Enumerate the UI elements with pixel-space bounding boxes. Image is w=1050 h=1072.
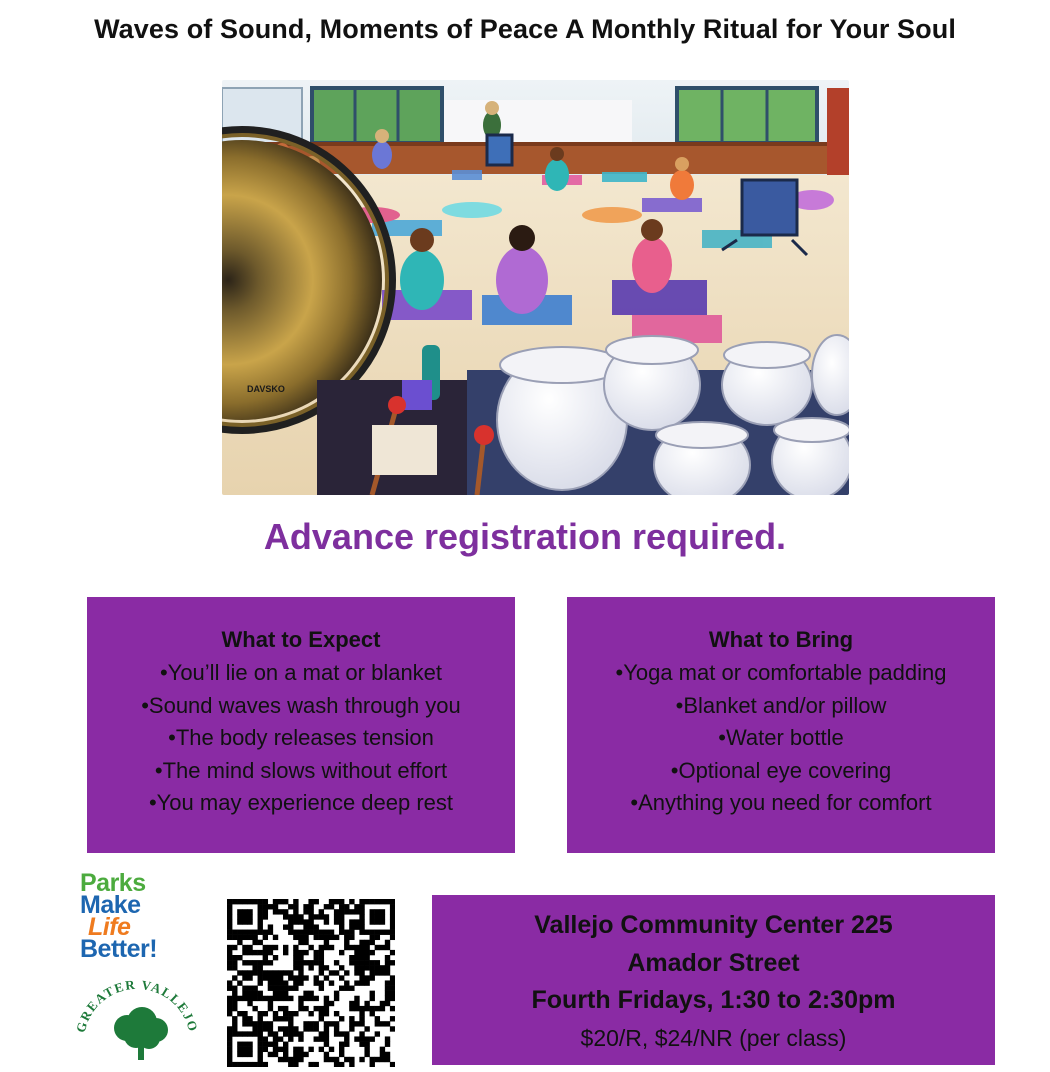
registration-notice: Advance registration required.: [263, 516, 787, 557]
logo-word: Parks: [80, 869, 146, 897]
venue-schedule: Fourth Fridays, 1:30 to 2:30pm: [531, 986, 896, 1014]
event-headline: Waves of Sound, Moments of Peace A Monthly Ritual for Your Soul: [94, 14, 956, 44]
greater-vallejo-text: GREATER VALLEJO: [72, 980, 202, 1035]
sound-bath-illustration: [222, 80, 849, 495]
list-item: • The mind slows without effort: [87, 755, 515, 788]
what-to-bring-title: What to Bring: [708, 627, 854, 652]
what-to-expect-title: What to Expect: [221, 627, 381, 652]
logo-word: Better!: [80, 935, 158, 963]
venue-price: $20/R, $24/NR (per class): [580, 1024, 847, 1051]
parks-make-life-better-logo: [80, 869, 190, 963]
venue-address-line1: Vallejo Community Center 225: [534, 911, 893, 939]
list-item: • The body releases tension: [87, 722, 515, 755]
list-item: • Yoga mat or comfortable padding: [567, 657, 995, 690]
greater-vallejo-logo: [72, 980, 202, 1060]
logo-word: Life: [88, 913, 131, 941]
artist-signature: DAVSKO: [247, 384, 285, 394]
list-item: • Anything you need for comfort: [567, 787, 995, 820]
list-item: • Optional eye covering: [567, 755, 995, 788]
venue-panel: [432, 895, 995, 1065]
list-item: • You may experience deep rest: [87, 787, 515, 820]
what-to-expect-list: [87, 657, 515, 820]
what-to-bring-panel: [567, 597, 995, 853]
qr-code[interactable]: [227, 899, 395, 1067]
tree-icon: [114, 1007, 168, 1060]
list-item: • Blanket and/or pillow: [567, 690, 995, 723]
logo-word: Make: [80, 891, 141, 919]
venue-address-line2: Amador Street: [627, 948, 800, 977]
list-item: • You’ll lie on a mat or blanket: [87, 657, 515, 690]
list-item: • Water bottle: [567, 722, 995, 755]
what-to-bring-list: [567, 657, 995, 820]
list-item: • Sound waves wash through you: [87, 690, 515, 723]
what-to-expect-panel: [87, 597, 515, 853]
